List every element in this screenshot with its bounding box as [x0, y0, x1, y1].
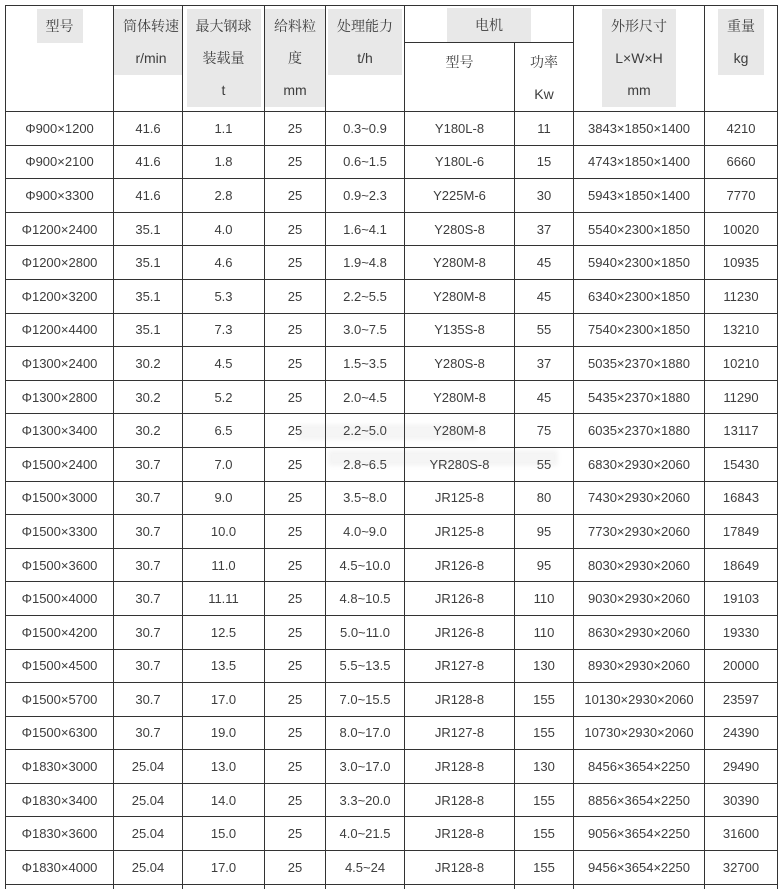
cell-feed-size: 25: [265, 145, 326, 179]
table-row: [6, 145, 778, 179]
cell-capacity: 1.9~4.8: [326, 246, 405, 280]
cell-motor-model: JR128-8: [405, 683, 515, 717]
header-model-label: 型号: [45, 18, 74, 34]
cell-motor-model: JR126-8: [405, 548, 515, 582]
cell-weight: 10020: [705, 212, 778, 246]
cell-capacity: 4.0~9.0: [326, 515, 405, 549]
header-motor-power-block: [524, 45, 564, 111]
cell-weight: 4210: [705, 112, 778, 146]
header-capacity-highlight: [328, 9, 402, 75]
cell-dimensions: 7730×2930×2060: [574, 515, 705, 549]
header-motor-highlight: [447, 8, 531, 42]
cell-speed: 30.7: [114, 548, 183, 582]
cell-motor-model: JR125-8: [405, 515, 515, 549]
cell-speed: 25.04: [114, 851, 183, 885]
cell-capacity: 4.5~10.0: [326, 548, 405, 582]
cell-feed-size: 25: [265, 515, 326, 549]
cell-ball-load: 10.0: [183, 515, 265, 549]
table-row: [6, 112, 778, 146]
table-row: [6, 347, 778, 381]
cell-dimensions: 5943×1850×1400: [574, 179, 705, 213]
header-feed-size-label-2: 度: [288, 50, 302, 66]
cell-dimensions: 9456×3654×2250: [574, 851, 705, 885]
cell-feed-size: 25: [265, 380, 326, 414]
cell-weight: 10210: [705, 347, 778, 381]
table-row: [6, 683, 778, 717]
table-row: [6, 380, 778, 414]
cell-feed-size: 25: [265, 246, 326, 280]
cell-model: Φ1830×4000: [6, 851, 114, 885]
cell-empty: [326, 884, 405, 889]
cell-capacity: 4.8~10.5: [326, 582, 405, 616]
cell-motor-model: Y280M-8: [405, 380, 515, 414]
cell-dimensions: 5435×2370×1880: [574, 380, 705, 414]
cell-empty: [265, 884, 326, 889]
cell-feed-size: 25: [265, 112, 326, 146]
table-row: [6, 414, 778, 448]
cell-motor-power: 95: [515, 548, 574, 582]
cell-motor-model: JR127-8: [405, 649, 515, 683]
cell-model: Φ1500×6300: [6, 716, 114, 750]
cell-dimensions: 9056×3654×2250: [574, 817, 705, 851]
cell-ball-load: 11.0: [183, 548, 265, 582]
cell-model: Φ1200×4400: [6, 313, 114, 347]
table-row: [6, 548, 778, 582]
cell-ball-load: 6.5: [183, 414, 265, 448]
header-motor-model-label: 型号: [445, 54, 474, 70]
cell-model: Φ1500×2400: [6, 447, 114, 481]
cell-speed: 30.2: [114, 347, 183, 381]
cell-model: Φ1500×3600: [6, 548, 114, 582]
cell-weight: 7770: [705, 179, 778, 213]
header-motor-label: 电机: [475, 17, 503, 33]
cell-empty: [6, 884, 114, 889]
cell-weight: 16843: [705, 481, 778, 515]
cell-capacity: 2.0~4.5: [326, 380, 405, 414]
cell-dimensions: 4743×1850×1400: [574, 145, 705, 179]
cell-model: Φ1200×2400: [6, 212, 114, 246]
cell-weight: 20000: [705, 649, 778, 683]
cell-motor-power: 55: [515, 447, 574, 481]
cell-capacity: 2.2~5.0: [326, 414, 405, 448]
table-row: [6, 716, 778, 750]
cell-motor-model: Y280M-8: [405, 279, 515, 313]
cell-capacity: 0.3~0.9: [326, 112, 405, 146]
cell-dimensions: 8456×3654×2250: [574, 750, 705, 784]
cell-dimensions: 8856×3654×2250: [574, 783, 705, 817]
cell-speed: 41.6: [114, 145, 183, 179]
header-motor-power-unit: Kw: [534, 86, 554, 102]
cell-dimensions: 7540×2300×1850: [574, 313, 705, 347]
cell-dimensions: 8630×2930×2060: [574, 615, 705, 649]
cell-motor-model: Y225M-6: [405, 179, 515, 213]
cell-feed-size: 25: [265, 615, 326, 649]
cell-motor-power: 155: [515, 817, 574, 851]
header-capacity-label: 处理能力: [337, 18, 393, 34]
cell-model: Φ1200×3200: [6, 279, 114, 313]
cell-motor-power: 75: [515, 414, 574, 448]
cell-model: Φ1830×3000: [6, 750, 114, 784]
cell-weight: 19330: [705, 615, 778, 649]
cell-model: Φ1500×4000: [6, 582, 114, 616]
cell-capacity: 4.5~24: [326, 851, 405, 885]
cell-motor-power: 37: [515, 347, 574, 381]
cell-speed: 30.7: [114, 615, 183, 649]
table-row: [6, 615, 778, 649]
cell-model: Φ1830×3600: [6, 817, 114, 851]
cell-dimensions: 5035×2370×1880: [574, 347, 705, 381]
cell-motor-power: 55: [515, 313, 574, 347]
cell-empty: [405, 884, 515, 889]
cell-feed-size: 25: [265, 447, 326, 481]
cell-motor-model: YR280S-8: [405, 447, 515, 481]
cell-ball-load: 15.0: [183, 817, 265, 851]
cell-speed: 35.1: [114, 212, 183, 246]
cell-motor-power: 130: [515, 750, 574, 784]
cell-motor-power: 155: [515, 683, 574, 717]
cell-ball-load: 13.0: [183, 750, 265, 784]
cell-ball-load: 1.8: [183, 145, 265, 179]
cell-motor-model: JR127-8: [405, 716, 515, 750]
cell-empty: [574, 884, 705, 889]
cell-weight: 32700: [705, 851, 778, 885]
cell-feed-size: 25: [265, 649, 326, 683]
header-dimensions-formula: L×W×H: [615, 50, 663, 66]
cell-motor-power: 130: [515, 649, 574, 683]
header-speed-label: 筒体转速: [123, 18, 179, 34]
cell-motor-power: 45: [515, 246, 574, 280]
cell-capacity: 2.2~5.5: [326, 279, 405, 313]
cell-ball-load: 13.5: [183, 649, 265, 683]
cell-dimensions: 5540×2300×1850: [574, 212, 705, 246]
cell-motor-model: Y280M-8: [405, 414, 515, 448]
cell-ball-load: 5.3: [183, 279, 265, 313]
cell-motor-power: 45: [515, 279, 574, 313]
cell-motor-power: 110: [515, 582, 574, 616]
cell-capacity: 5.5~13.5: [326, 649, 405, 683]
cell-speed: 25.04: [114, 817, 183, 851]
cell-weight: 19103: [705, 582, 778, 616]
table-body: [6, 112, 778, 889]
table-row: [6, 279, 778, 313]
table-row: [6, 851, 778, 885]
cell-ball-load: 14.0: [183, 783, 265, 817]
header-ball-load-highlight: [187, 9, 261, 107]
cell-dimensions: 6035×2370×1880: [574, 414, 705, 448]
cell-model: Φ1300×2800: [6, 380, 114, 414]
header-speed: [114, 6, 183, 112]
cell-feed-size: 25: [265, 683, 326, 717]
header-motor: [405, 6, 574, 43]
cell-speed: 41.6: [114, 112, 183, 146]
cell-speed: 25.04: [114, 783, 183, 817]
cell-speed: 30.7: [114, 582, 183, 616]
cell-ball-load: 5.2: [183, 380, 265, 414]
header-speed-highlight: [114, 9, 183, 75]
cell-weight: 13210: [705, 313, 778, 347]
cell-capacity: 3.0~17.0: [326, 750, 405, 784]
cell-dimensions: 10730×2930×2060: [574, 716, 705, 750]
cell-ball-load: 2.8: [183, 179, 265, 213]
cell-ball-load: 7.3: [183, 313, 265, 347]
header-feed-size: [265, 6, 326, 112]
cell-motor-model: Y135S-8: [405, 313, 515, 347]
cell-motor-model: Y280S-8: [405, 212, 515, 246]
cell-capacity: 1.6~4.1: [326, 212, 405, 246]
header-dimensions-highlight: [602, 9, 676, 107]
cell-motor-model: JR125-8: [405, 481, 515, 515]
cell-speed: 30.2: [114, 414, 183, 448]
table-row: [6, 179, 778, 213]
cell-model: Φ1500×4500: [6, 649, 114, 683]
cell-motor-model: Y280M-8: [405, 246, 515, 280]
cell-model: Φ1300×3400: [6, 414, 114, 448]
table-row: [6, 783, 778, 817]
header-model: [6, 6, 114, 112]
cell-feed-size: 25: [265, 481, 326, 515]
header-ball-load-unit: t: [221, 82, 226, 98]
cell-ball-load: 17.0: [183, 683, 265, 717]
table-row: [6, 313, 778, 347]
table-row: [6, 212, 778, 246]
cell-weight: 15430: [705, 447, 778, 481]
cell-feed-size: 25: [265, 548, 326, 582]
cell-dimensions: 6340×2300×1850: [574, 279, 705, 313]
header-feed-size-unit: mm: [283, 82, 307, 98]
ball-mill-spec-table: [5, 5, 778, 889]
cell-feed-size: 25: [265, 783, 326, 817]
table-row: [6, 481, 778, 515]
cell-feed-size: 25: [265, 347, 326, 381]
cell-capacity: 7.0~15.5: [326, 683, 405, 717]
cell-motor-model: Y180L-8: [405, 112, 515, 146]
cell-weight: 11230: [705, 279, 778, 313]
partial-bottom-row: [6, 884, 778, 889]
cell-feed-size: 25: [265, 750, 326, 784]
cell-feed-size: 25: [265, 212, 326, 246]
cell-capacity: 3.5~8.0: [326, 481, 405, 515]
cell-feed-size: 25: [265, 817, 326, 851]
header-motor-power-label: 功率: [530, 54, 558, 70]
cell-dimensions: 7430×2930×2060: [574, 481, 705, 515]
cell-model: Φ1500×3000: [6, 481, 114, 515]
cell-model: Φ1500×4200: [6, 615, 114, 649]
cell-motor-model: JR128-8: [405, 750, 515, 784]
cell-weight: 13117: [705, 414, 778, 448]
cell-model: Φ900×3300: [6, 179, 114, 213]
table-header: [6, 6, 778, 112]
cell-capacity: 4.0~21.5: [326, 817, 405, 851]
cell-motor-model: JR128-8: [405, 851, 515, 885]
cell-feed-size: 25: [265, 179, 326, 213]
cell-weight: 23597: [705, 683, 778, 717]
cell-speed: 30.7: [114, 481, 183, 515]
cell-speed: 30.7: [114, 447, 183, 481]
cell-weight: 10935: [705, 246, 778, 280]
cell-dimensions: 3843×1850×1400: [574, 112, 705, 146]
cell-speed: 30.7: [114, 515, 183, 549]
cell-dimensions: 10130×2930×2060: [574, 683, 705, 717]
header-weight-label: 重量: [727, 18, 755, 34]
header-row-top: [6, 6, 778, 43]
cell-motor-power: 11: [515, 112, 574, 146]
cell-speed: 35.1: [114, 313, 183, 347]
cell-motor-power: 45: [515, 380, 574, 414]
header-ball-load: [183, 6, 265, 112]
table-row: [6, 582, 778, 616]
cell-empty: [705, 884, 778, 889]
header-feed-size-highlight: [265, 9, 325, 107]
cell-motor-model: JR126-8: [405, 582, 515, 616]
cell-motor-model: Y280S-8: [405, 347, 515, 381]
table-row: [6, 447, 778, 481]
cell-feed-size: 25: [265, 279, 326, 313]
cell-model: Φ1300×2400: [6, 347, 114, 381]
header-motor-power: [515, 43, 574, 112]
cell-capacity: 2.8~6.5: [326, 447, 405, 481]
header-dimensions: [574, 6, 705, 112]
cell-ball-load: 1.1: [183, 112, 265, 146]
cell-ball-load: 17.0: [183, 851, 265, 885]
cell-model: Φ1500×5700: [6, 683, 114, 717]
cell-model: Φ1500×3300: [6, 515, 114, 549]
cell-empty: [515, 884, 574, 889]
cell-motor-power: 110: [515, 615, 574, 649]
cell-motor-model: JR128-8: [405, 783, 515, 817]
cell-motor-model: Y180L-6: [405, 145, 515, 179]
table-row: [6, 649, 778, 683]
cell-model: Φ1830×3400: [6, 783, 114, 817]
cell-model: Φ900×2100: [6, 145, 114, 179]
header-feed-size-label-1: 给料粒: [274, 18, 316, 34]
cell-motor-power: 155: [515, 716, 574, 750]
header-dimensions-unit: mm: [627, 82, 651, 98]
cell-dimensions: 6830×2930×2060: [574, 447, 705, 481]
cell-weight: 11290: [705, 380, 778, 414]
cell-motor-power: 15: [515, 145, 574, 179]
cell-empty: [183, 884, 265, 889]
cell-ball-load: 4.0: [183, 212, 265, 246]
cell-capacity: 1.5~3.5: [326, 347, 405, 381]
header-ball-load-label-2: 装载量: [202, 50, 245, 66]
cell-motor-power: 95: [515, 515, 574, 549]
header-capacity-unit: t/h: [357, 50, 373, 66]
header-dimensions-label: 外形尺寸: [611, 18, 667, 34]
header-weight: [705, 6, 778, 112]
cell-weight: 30390: [705, 783, 778, 817]
cell-ball-load: 7.0: [183, 447, 265, 481]
header-speed-unit: r/min: [135, 50, 167, 66]
cell-feed-size: 25: [265, 582, 326, 616]
cell-ball-load: 12.5: [183, 615, 265, 649]
cell-ball-load: 4.5: [183, 347, 265, 381]
cell-ball-load: 19.0: [183, 716, 265, 750]
cell-dimensions: 5940×2300×1850: [574, 246, 705, 280]
cell-weight: 31600: [705, 817, 778, 851]
cell-model: Φ900×1200: [6, 112, 114, 146]
header-capacity: [326, 6, 405, 112]
cell-speed: 30.7: [114, 683, 183, 717]
cell-dimensions: 8930×2930×2060: [574, 649, 705, 683]
cell-feed-size: 25: [265, 716, 326, 750]
cell-weight: 24390: [705, 716, 778, 750]
cell-capacity: 8.0~17.0: [326, 716, 405, 750]
header-weight-unit: kg: [733, 50, 749, 66]
cell-capacity: 3.3~20.0: [326, 783, 405, 817]
cell-feed-size: 25: [265, 851, 326, 885]
cell-motor-power: 30: [515, 179, 574, 213]
header-model-highlight: [37, 9, 83, 43]
table-row: [6, 246, 778, 280]
cell-empty: [114, 884, 183, 889]
cell-speed: 41.6: [114, 179, 183, 213]
cell-dimensions: 8030×2930×2060: [574, 548, 705, 582]
cell-motor-power: 80: [515, 481, 574, 515]
cell-dimensions: 9030×2930×2060: [574, 582, 705, 616]
cell-weight: 6660: [705, 145, 778, 179]
cell-feed-size: 25: [265, 313, 326, 347]
cell-weight: 17849: [705, 515, 778, 549]
cell-motor-model: JR128-8: [405, 817, 515, 851]
header-motor-model: [405, 43, 515, 112]
cell-capacity: 0.6~1.5: [326, 145, 405, 179]
cell-capacity: 3.0~7.5: [326, 313, 405, 347]
cell-capacity: 0.9~2.3: [326, 179, 405, 213]
cell-speed: 30.7: [114, 649, 183, 683]
cell-ball-load: 11.11: [183, 582, 265, 616]
cell-speed: 25.04: [114, 750, 183, 784]
table-row: [6, 515, 778, 549]
header-ball-load-label-1: 最大钢球: [195, 18, 252, 34]
cell-speed: 35.1: [114, 246, 183, 280]
cell-weight: 29490: [705, 750, 778, 784]
cell-model: Φ1200×2800: [6, 246, 114, 280]
cell-speed: 30.7: [114, 716, 183, 750]
cell-motor-model: JR126-8: [405, 615, 515, 649]
cell-motor-power: 155: [515, 851, 574, 885]
cell-speed: 35.1: [114, 279, 183, 313]
cell-motor-power: 37: [515, 212, 574, 246]
cell-weight: 18649: [705, 548, 778, 582]
cell-speed: 30.2: [114, 380, 183, 414]
cell-ball-load: 4.6: [183, 246, 265, 280]
cell-capacity: 5.0~11.0: [326, 615, 405, 649]
cell-feed-size: 25: [265, 414, 326, 448]
header-weight-highlight: [718, 9, 764, 75]
table-row: [6, 817, 778, 851]
cell-ball-load: 9.0: [183, 481, 265, 515]
cell-motor-power: 155: [515, 783, 574, 817]
table-row: [6, 750, 778, 784]
